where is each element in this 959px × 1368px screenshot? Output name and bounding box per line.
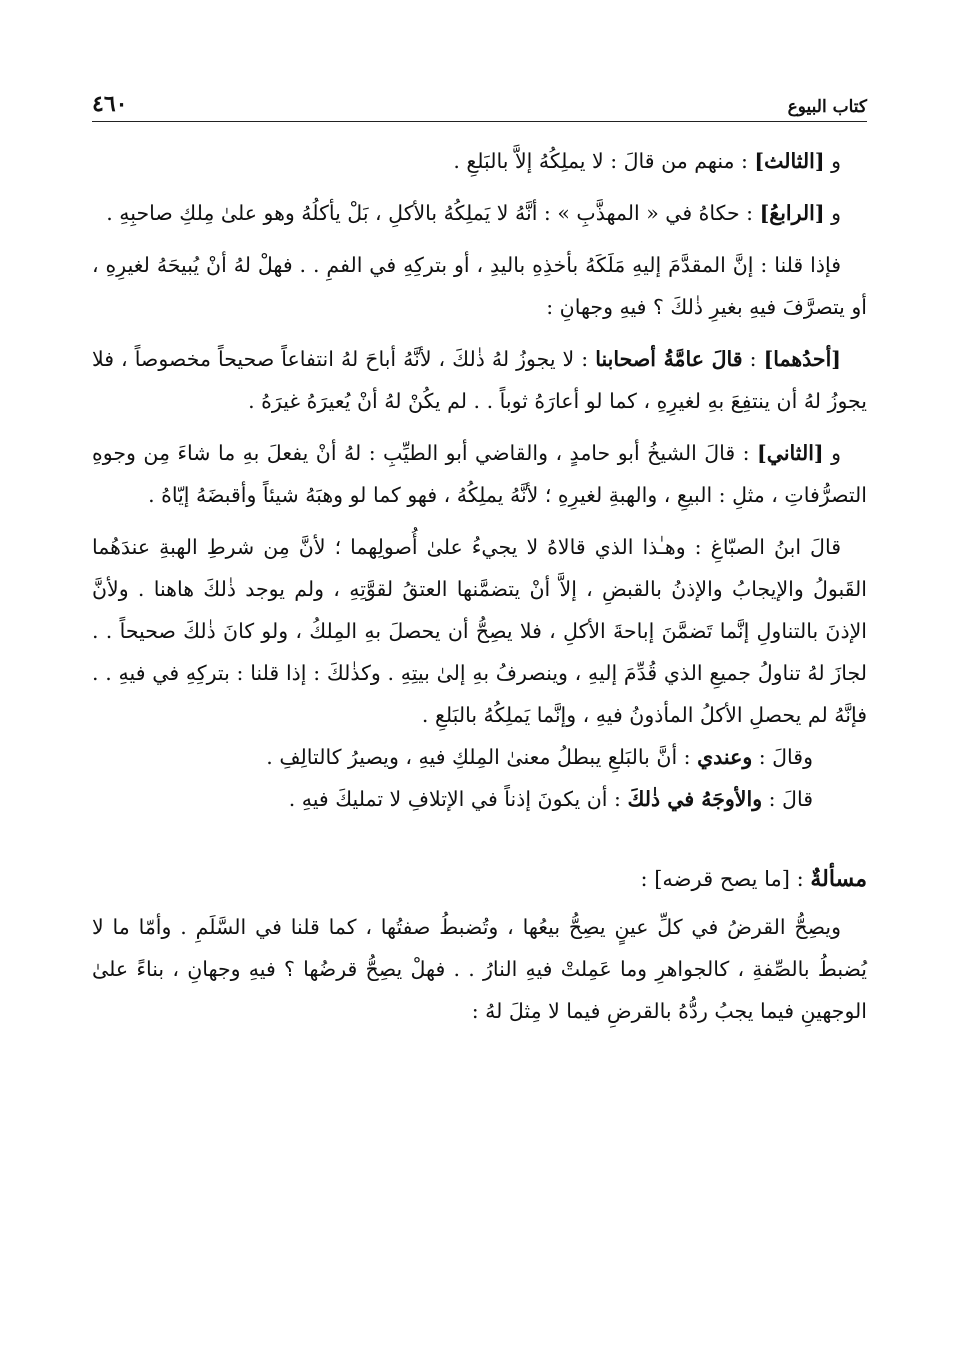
quote-awjah: [92, 778, 867, 820]
book-title: كتاب البيوع: [787, 97, 867, 117]
quote-prefix: وقالَ :: [752, 745, 813, 769]
paragraph-third-opinion: و [الثالث] : منهم من قالَ : لا يملِكُهُ إلاَّ بالبَلعِ .: [453, 149, 841, 173]
paragraph-text: : لا يجوزُ لهُ ذٰلكَ ، لأنَّهُ أباحَ لهُ انتفاعاً صحيحاً مخصوصاً ، فلا يجوزُ لهُ أن ينتفِعَ بهِ لغيرِهِ ، كما لو أعارَهُ ثوباً . . لم يكُنْ لهُ أنْ يُعيرَهُ غيرَهُ .: [92, 347, 867, 413]
quote-label: والأوجَهُ في ذٰلكَ: [627, 787, 763, 811]
paragraph-second-view: و [الثاني] : قالَ الشيخُ أبو حامدٍ ، والقاضي أبو الطيِّبِ : لهُ أنْ يفعلَ بهِ ما شاءَ مِن وجوهِ التصرُّفاتِ ، مثلِ : البيعِ ، والهبةِ لغيرِهِ ؛ لأنَّهُ يملِكُهُ ، فهو كما لو وهبَهُ شيئاً وأقبضَهُ إيّاهُ .: [92, 441, 867, 507]
paragraph-text: ويصِحُّ القرضُ في كلِّ عينٍ يصِحُّ بيعُها ، وتُضبطُ صفتُها ، كما قلنا في السَّلَمِ . وأمّا ما لا يُضبطُ بالصِّفةِ ، كالجواهرِ وما عَمِلتْ فيهِ النارُ . . فهلْ يصِحُّ قرضُها ؟ فيهِ وجهانِ ، بناءً علىٰ الوجهينِ فيما يجبُ ردُّهُ بالقرضِ فيما لا مِثلَ لهُ :: [92, 915, 867, 1023]
paragraph-text: : قالَ الشيخُ أبو حامدٍ ، والقاضي أبو الطيِّبِ : لهُ أنْ يفعلَ بهِ ما شاءَ مِن وجوهِ التصرُّفاتِ ، مثلِ : البيعِ ، والهبةِ لغيرِهِ ؛ لأنَّهُ يملِكُهُ ، فهو كما لو وهبَهُ شيئاً وأقبضَهُ إيّاهُ .: [92, 441, 867, 507]
paragraph-first-view: [أحدُهما] : قالَ عامَّةُ أصحابنا : لا يجوزُ لهُ ذٰلكَ ، لأنَّهُ أباحَ لهُ انتفاعاً صحيحاً مخصوصاً ، فلا يجوزُ لهُ أن ينتفِعَ بهِ لغيرِهِ ، كما لو أعارَهُ ثوباً . . لم يكُنْ لهُ أنْ يُعيرَهُ غيرَهُ .: [92, 347, 867, 413]
paragraph-label: [أحدُهما]: [763, 347, 841, 371]
quote-indi: [92, 736, 867, 778]
issue-subtitle: : [ما يصح قرضه] :: [640, 867, 811, 891]
paragraph-text: : حكاهُ في « المهذَّبِ » : أنَّهُ لا يَملِكُهُ بالأكلِ ، بَلْ يأكلُهُ وهو علىٰ مِلكِ صاحبِهِ .: [106, 201, 760, 225]
paragraph-text: : منهم من قالَ : لا يملِكُهُ إلاَّ بالبَلعِ .: [453, 149, 755, 173]
paragraph-label: [الثاني]: [757, 441, 824, 465]
paragraph-two-views-intro: [92, 244, 867, 328]
quote-label: وعندي: [697, 745, 753, 769]
paragraph-fourth-opinion: و [الرابعُ] : حكاهُ في « المهذَّبِ » : أنَّهُ لا يَملِكُهُ بالأكلِ ، بَلْ يأكلُهُ وهو علىٰ مِلكِ صاحبِهِ .: [106, 201, 841, 225]
paragraph-sublabel: قالَ عامَّةُ أصحابنا: [595, 347, 743, 371]
quote-text: : أنَّ بالبَلعِ يبطلُ معنىٰ المِلكِ فيهِ ، ويصيرُ كالتالِفِ .: [266, 745, 698, 769]
quote-text: : أن يكونَ إذناً في الإتلافِ لا تمليكَ فيهِ .: [288, 787, 628, 811]
running-header: [92, 86, 867, 122]
paragraph-label: [الثالث]: [754, 149, 825, 173]
paragraph-loan: [92, 906, 867, 1032]
issue-heading: [92, 858, 867, 900]
body-text: [92, 140, 867, 1042]
paragraph-label: [الرابعُ]: [759, 201, 825, 225]
page-number: ٤٦٠: [92, 91, 128, 117]
issue-title: مسألةٌ: [810, 866, 867, 892]
paragraph-text: فإذا قلنا : إنَّ المقدَّمَ إليهِ مَلَكَهُ بأخذِهِ باليدِ ، أو بتركِهِ في الفمِ . . فهلْ لهُ أنْ يُبيحَهُ لغيرِهِ ، أو يتصرَّفَ فيهِ بغيرِ ذٰلكَ ؟ فيهِ وجهانِ :: [92, 253, 867, 319]
quote-prefix: قالَ :: [762, 787, 813, 811]
paragraph-text: قالَ ابنُ الصبّاغِ : وهـٰذا الذي قالاهُ لا يجيءُ علىٰ أُصولِهما ؛ لأنَّ مِن شرطِ الهبةِ عندَهُما القَبولُ والإيجابُ والإذنُ بالقبضِ ، إلاَّ أنْ يتضمَّنها العتقُ لقوَّتِهِ ، ولم يوجد ذٰلكَ هاهنا . ولأنَّ الإذنَ بالتناولِ إنَّما تَضمَّنَ إباحةَ الأكلِ ، فلا يصِحُّ أن يحصلَ بهِ المِلكُ ، ولو كانَ ذٰلكَ صحيحاً . . لجازَ لهُ تناولُ جميعِ الذي قُدِّمَ إليهِ ، وينصرفُ بهِ إلىٰ بيتِهِ . وكذٰلكَ : إذا قلنا : بتركِهِ في فيهِ . . فإنَّهُ لم يحصلِ الأكلُ المأذونُ فيهِ ، وإنَّما يَملِكُهُ بالبَلعِ .: [92, 535, 867, 727]
paragraph-ibn-sabbagh: [92, 526, 867, 736]
